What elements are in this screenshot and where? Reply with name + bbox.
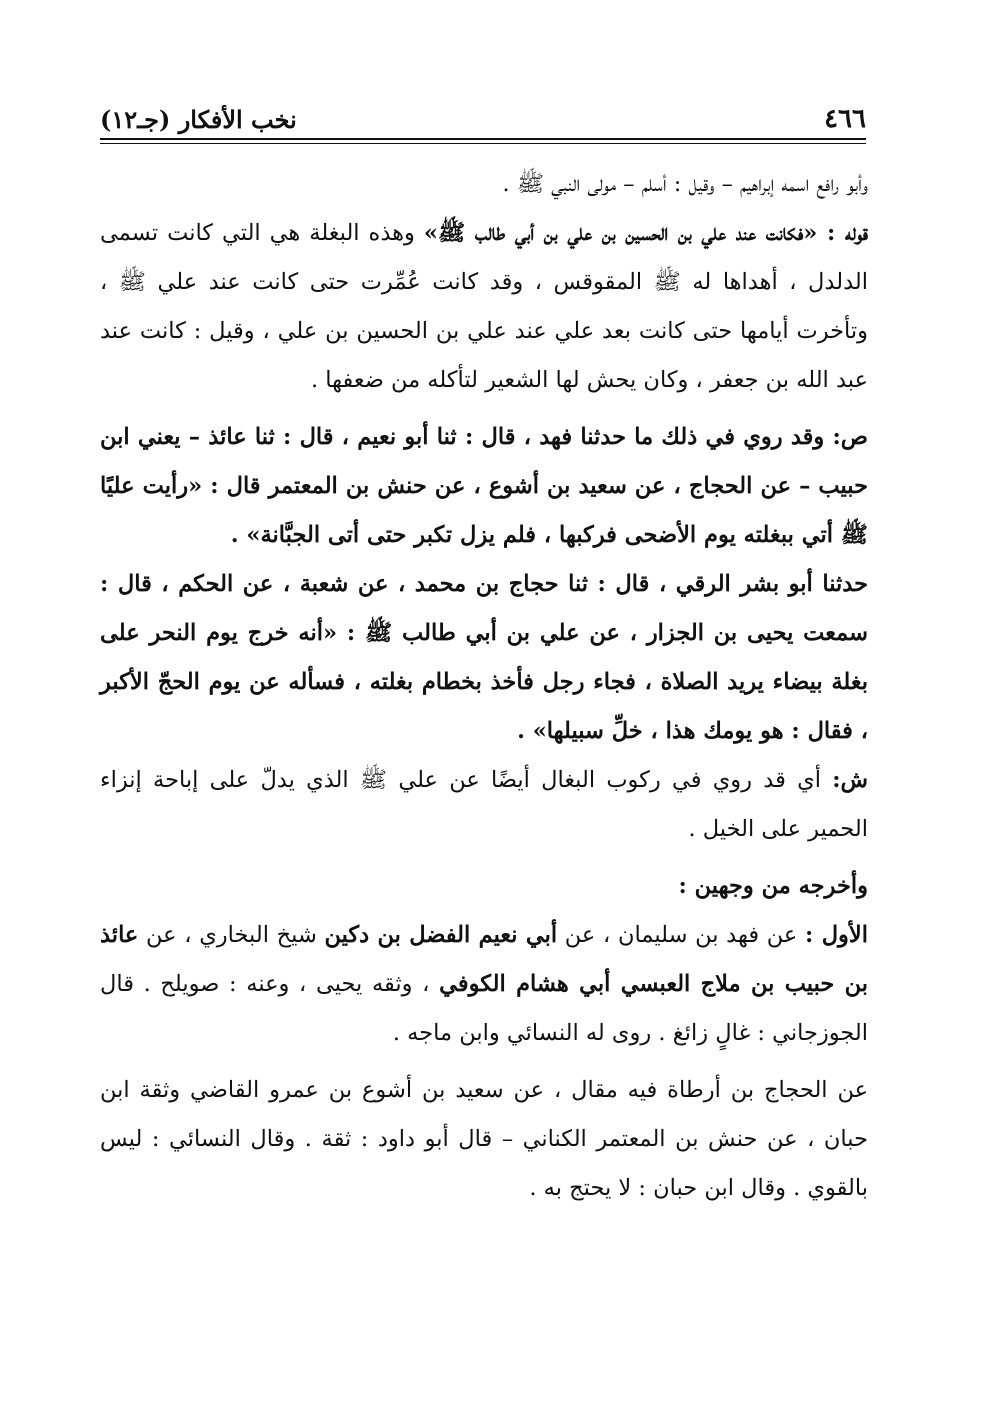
paragraph-4: [100, 560, 868, 756]
paragraph-text: عن الحجاج بن أرطاة فيه مقال ، عن سعيد بن أشوع بن عمرو القاضي وثقة ابن حبان ، عن حنش بن المعتمر الكناني – قال أبو داود : ثقة . وقال النسائي : ليس بالقوي . وقال ابن حبان : لا يحتج به .: [100, 1077, 868, 1201]
page-number: ٤٦٦: [824, 104, 866, 134]
paragraph-text: شيخ البخاري ، عن: [138, 922, 325, 948]
narrator-name: أبي نعيم الفضل بن دكين: [324, 922, 558, 948]
heading-text: وأخرجه من وجهين :: [678, 873, 868, 899]
paragraph-3: [100, 413, 868, 560]
paragraph-text: وهذه البغلة هي التي كانت تسمى الدلدل ، أهداها له ﷺ المقوقس ، وقد كانت عُمِّرت حتى كانت عند علي ﷺ ، وتأخرت أيامها حتى كانت بعد علي عند علي بن الحسين بن علي ، وقيل : كانت عند عبد الله بن جعفر ، وكان يحش لها الشعير لتأكله من ضعفها .: [100, 220, 868, 393]
paragraph-5: [100, 756, 868, 854]
paragraph-1: [100, 160, 868, 209]
paragraph-2: [100, 209, 868, 405]
paragraph-text: وأبو رافع اسمه إبراهيم – وقيل : أسلم – مولى النبي ﷺ .: [502, 171, 868, 197]
quote-lead: قوله : «فكانت عند علي بن الحسين بن علي بن أبي طالب ﷺ»: [423, 220, 868, 246]
paragraph-text: ص: وقد روي في ذلك ما حدثنا فهد ، قال : ثنا أبو نعيم ، قال : ثنا عائذ – يعني ابن حبيب – عن الحجاج ، عن سعيد بن أشوع ، عن حنش بن المعتمر قال : «رأيت عليًا ﷺ أتي ببغلته يوم الأضحى فركبها ، فلم يزل تكبر حتى أتى الجبَّانة» .: [100, 424, 868, 548]
paragraph-text: ، وثقه يحيى ، وعنه : صويلح . قال الجوزجاني : غالٍ زائغ . روى له النسائي وابن ماجه .: [100, 971, 868, 1046]
first-way-label: الأول :: [805, 922, 868, 948]
paragraph-8: [100, 1066, 868, 1213]
narrator-name: عائذ بن حبيب بن ملاج العبسي أبي هشام الكوفي: [100, 922, 868, 997]
header-rule: [100, 138, 866, 140]
page-header: [100, 92, 866, 134]
section-heading: [100, 862, 868, 911]
paragraph-text: حدثنا أبو بشر الرقي ، قال : ثنا حجاج بن محمد ، عن شعبة ، عن الحكم ، قال : سمعت يحيى بن الجزار ، عن علي بن أبي طالب ﷺ : «أنه خرج يوم النحر على بغلة بيضاء يريد الصلاة ، فجاء رجل فأخذ بخطام بغلته ، فسأله عن يوم الحجّ الأكبر ، فقال : هو يومك هذا ، خلِّ سبيلها» .: [100, 571, 868, 744]
header-rule-thin: [100, 143, 866, 144]
sharh-marker: ش:: [832, 767, 868, 793]
paragraph-text: عن فهد بن سليمان ، عن: [557, 922, 806, 948]
page-body: [100, 160, 868, 1213]
paragraph-7: [100, 911, 868, 1058]
paragraph-text: أي قد روي في ركوب البغال أيضًا عن علي ﷺ الذي يدلّ على إباحة إنزاء الحمير على الخيل .: [100, 767, 868, 842]
running-title: نخب الأفكار (جـ١٢): [100, 105, 297, 134]
